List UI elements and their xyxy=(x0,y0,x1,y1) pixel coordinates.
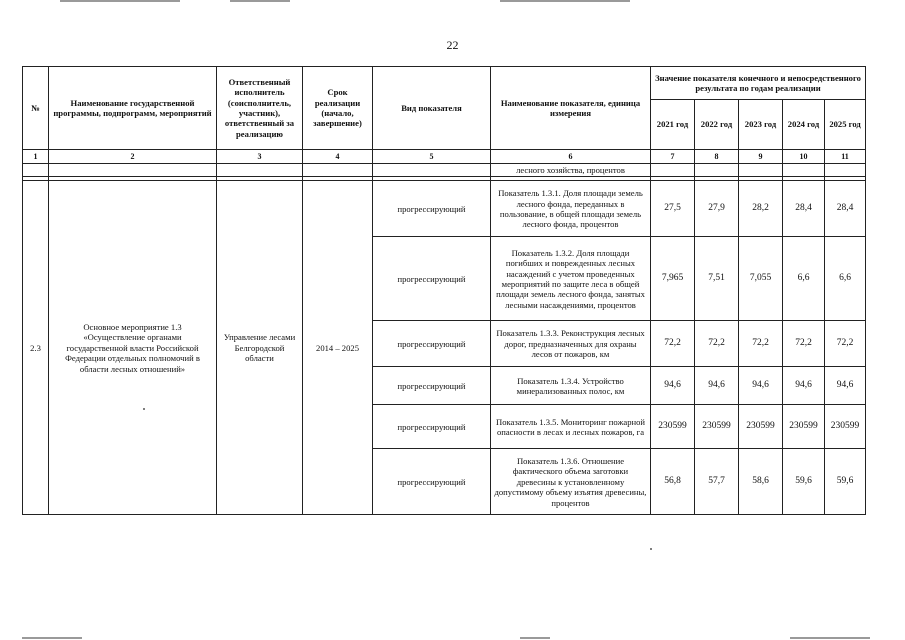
column-number: 6 xyxy=(491,150,651,164)
indicator-type: прогрессирующий xyxy=(373,367,491,405)
column-number: 5 xyxy=(373,150,491,164)
indicator-type: прогрессирующий xyxy=(373,449,491,515)
value-2025: 28,4 xyxy=(825,181,866,237)
header-year: 2024 год xyxy=(783,100,825,150)
indicator-table xyxy=(22,66,866,515)
section-number: 2.3 xyxy=(23,181,49,515)
column-number: 3 xyxy=(217,150,303,164)
scan-speck xyxy=(143,408,145,410)
indicator-type: прогрессирующий xyxy=(373,321,491,367)
indicator-type: прогрессирующий xyxy=(373,181,491,237)
column-number-row xyxy=(23,150,866,164)
value-2024: 230599 xyxy=(783,405,825,449)
header-indicator-name: Наименование показателя, единица измерения xyxy=(491,67,651,150)
header-responsible: Ответственный исполнитель (соисполнитель, участник), ответственный за реализацию xyxy=(217,67,303,150)
header-indicator-type: Вид показателя xyxy=(373,67,491,150)
column-number: 4 xyxy=(303,150,373,164)
section-responsible: Управление лесами Белгородской области xyxy=(217,181,303,515)
continued-indicator-text: лесного хозяйства, процентов xyxy=(491,164,651,177)
value-2021: 230599 xyxy=(651,405,695,449)
indicator-name: Показатель 1.3.6. Отношение фактического объема заготовки древесины к установленному допустимому объему изъятия древесины, процентов xyxy=(491,449,651,515)
column-number: 7 xyxy=(651,150,695,164)
header-year: 2023 год xyxy=(739,100,783,150)
value-2022: 7,51 xyxy=(695,237,739,321)
header-no: № xyxy=(23,67,49,150)
header-program-name: Наименование государственной программы, подпрограмм, мероприятий xyxy=(49,67,217,150)
value-2024: 6,6 xyxy=(783,237,825,321)
section-program-name: Основное мероприятие 1.3 «Осуществление органами государственной власти Российской Федерации отдельных полномочий в области лесных отношений» xyxy=(49,181,217,515)
value-2022: 57,7 xyxy=(695,449,739,515)
indicator-name: Показатель 1.3.1. Доля площади земель лесного фонда, переданных в пользование, в общей площади земель лесного фонда, процентов xyxy=(491,181,651,237)
value-2021: 94,6 xyxy=(651,367,695,405)
header-period: Срок реализации (начало, завершение) xyxy=(303,67,373,150)
value-2025: 230599 xyxy=(825,405,866,449)
value-2023: 58,6 xyxy=(739,449,783,515)
column-number: 10 xyxy=(783,150,825,164)
header-year: 2021 год xyxy=(651,100,695,150)
value-2022: 72,2 xyxy=(695,321,739,367)
header-year: 2025 год xyxy=(825,100,866,150)
column-number: 1 xyxy=(23,150,49,164)
value-2021: 27,5 xyxy=(651,181,695,237)
value-2024: 72,2 xyxy=(783,321,825,367)
value-2025: 94,6 xyxy=(825,367,866,405)
value-2023: 94,6 xyxy=(739,367,783,405)
indicator-name: Показатель 1.3.3. Реконструкция лесных дорог, предназначенных для охраны лесов от пожаров, км xyxy=(491,321,651,367)
header-year: 2022 год xyxy=(695,100,739,150)
column-number: 9 xyxy=(739,150,783,164)
column-number: 8 xyxy=(695,150,739,164)
value-2021: 7,965 xyxy=(651,237,695,321)
scan-top-edge xyxy=(0,0,905,3)
scan-bottom-edge xyxy=(0,636,905,640)
indicator-name: Показатель 1.3.4. Устройство минерализованных полос, км xyxy=(491,367,651,405)
indicator-type: прогрессирующий xyxy=(373,237,491,321)
section-period: 2014 – 2025 xyxy=(303,181,373,515)
indicator-name: Показатель 1.3.5. Мониторинг пожарной опасности в лесах и лесных пожаров, га xyxy=(491,405,651,449)
value-2024: 59,6 xyxy=(783,449,825,515)
scan-speck xyxy=(650,548,652,550)
value-2023: 28,2 xyxy=(739,181,783,237)
column-number: 11 xyxy=(825,150,866,164)
continued-row xyxy=(23,164,866,177)
value-2025: 6,6 xyxy=(825,237,866,321)
value-2022: 230599 xyxy=(695,405,739,449)
value-2024: 94,6 xyxy=(783,367,825,405)
value-2021: 72,2 xyxy=(651,321,695,367)
value-2024: 28,4 xyxy=(783,181,825,237)
header-row xyxy=(23,67,866,100)
value-2023: 230599 xyxy=(739,405,783,449)
value-2022: 27,9 xyxy=(695,181,739,237)
page-number: 22 xyxy=(446,38,459,52)
value-2022: 94,6 xyxy=(695,367,739,405)
header-values-group: Значение показателя конечного и непосредственного результата по годам реализации xyxy=(651,67,866,100)
table-row xyxy=(23,181,866,237)
value-2021: 56,8 xyxy=(651,449,695,515)
indicator-type: прогрессирующий xyxy=(373,405,491,449)
value-2023: 72,2 xyxy=(739,321,783,367)
indicator-name: Показатель 1.3.2. Доля площади погибших и поврежденных лесных насаждений с учетом проведенных мероприятий по защите леса в общей площади земель лесного фонда, занятых лесными насаждениями, процентов xyxy=(491,237,651,321)
value-2025: 72,2 xyxy=(825,321,866,367)
value-2025: 59,6 xyxy=(825,449,866,515)
value-2023: 7,055 xyxy=(739,237,783,321)
column-number: 2 xyxy=(49,150,217,164)
